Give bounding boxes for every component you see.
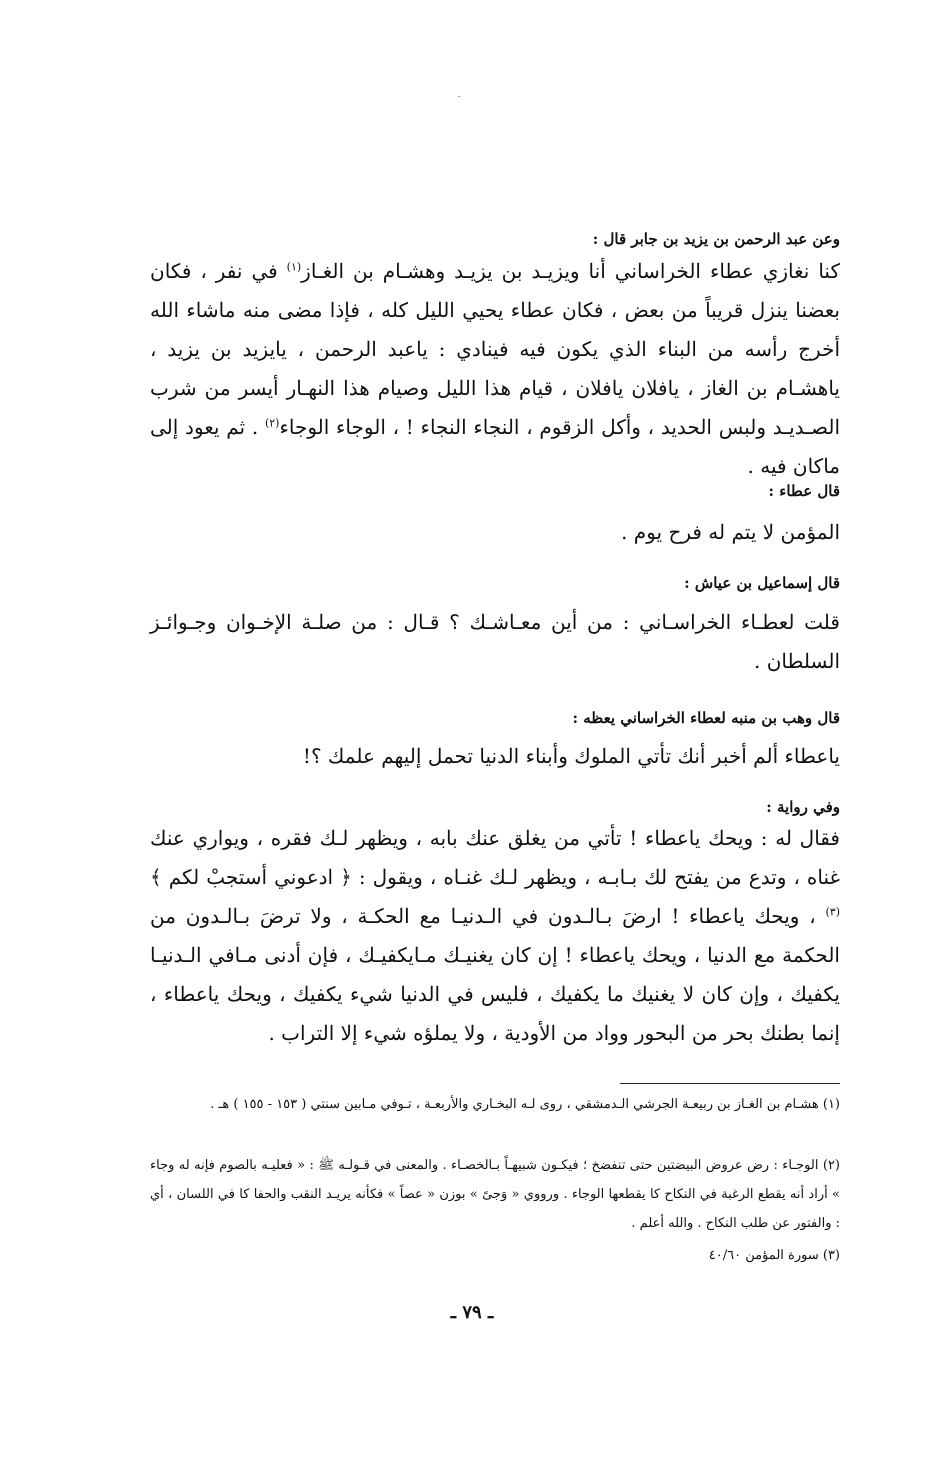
- paragraph-night-prayer: [150, 252, 840, 486]
- heading-ismail: قال إسماعيل بن عياش :: [684, 574, 840, 592]
- footnote-ref-1: (١): [286, 260, 302, 274]
- paragraph-admonition: [150, 819, 840, 1053]
- footnote-3: (٣) سورة المؤمن ٤٠/٦٠: [708, 1248, 840, 1263]
- page-number: ـ ٧٩ ـ: [450, 1302, 494, 1323]
- quote-kings: ياعطاء ألم أخبر أنك تأتي الملوك وأبناء الدنيا تحمل إليهم علمك ؟!: [302, 744, 840, 768]
- heading-wahb: قال وهب بن منبه لعطاء الخراساني يعظه :: [572, 709, 840, 727]
- paragraph-text-2: في نفر ، فكان بعضنا ينزل قريباً من بعض ، فكان عطاء يحيي الليل كله ، فإذا مضى منه ماشاء الله أخرج رأسه من البناء الذي يكون فيه فينادي : ياعبد الرحمن ، يايزيد بن يزيد ، ياهشـام بن الغاز ، يافلان يافلان ، قيام هذا الليل وصيام هذا النهـار أيسر من شرب الصـديـد ولبس الحديد ، وأكل الزقوم ، النجاء النجاء ! ، الوجاء الوجاء: [150, 259, 841, 439]
- footnote-ref-2: (٢): [264, 416, 280, 430]
- footnote-2: (٢) الوجـاء : رض عروض البيضتين حتى تنفضخ ؛ فيكـون شبيهـاً بـالخصـاء . والمعنى في قـولـه ﷺ : « فعليـه بالصوم فإنه له وجاء » أراد أنه يقطع الرغبة في النكاح كا يقطعها الوجاء . ورووي « وَجىً » بوزن « عصاً » فكأنه يريـد النقب والحفا كا في اللسان ، أي : والفتور عن طلب النكاح . والله أعلم .: [150, 1158, 840, 1231]
- heading-narration: وفي رواية :: [766, 798, 840, 816]
- paragraph-text-1: كنا نغازي عطاء الخراساني أنا ويزيـد بن يزيـد وهشـام بن الغـاز: [301, 259, 840, 283]
- quote-believer: المؤمن لا يتم له فرح يوم .: [621, 520, 840, 544]
- heading-ata: قال عطاء :: [768, 482, 840, 500]
- paragraph-livelihood: قلت لعطـاء الخراسـاني : من أين معـاشـك ؟ قـال : من صلـة الإخـوان وجـوائـز السلطان .: [150, 610, 840, 673]
- footnote-divider: [620, 1083, 840, 1084]
- paragraph-text-3: . ثم يعود إلى ماكان فيه .: [150, 415, 840, 478]
- footnote-1: (١) هشـام بن الغـاز بن ربيعـة الجرشي الـدمشقي ، روى لـه البخـاري والأربعـة ، تـوفي مـابين سنتي ( ١٥٣ - ١٥٥ ) هـ .: [210, 1097, 840, 1112]
- footnote-ref-3: (٣): [825, 905, 840, 919]
- admonition-text-1: فقال له : ويحك ياعطاء ! تأتي من يغلق عنك بابه ، ويظهر لـك فقره ، ويواري عنك غناه ، وتدع من يفتح لك بـابـه ، ويظهر لـك غنـاه ، ويقول : ﴿ ادعوني أستجبْ لكم ﴾: [150, 826, 840, 889]
- scan-speck: [458, 96, 460, 97]
- heading-abdulrahman: وعن عبد الرحمن بن يزيد بن جابر قال :: [592, 230, 840, 248]
- admonition-text-2: ، ويحك ياعطاء ! ارضَ بـالـدون في الـدنيـا مع الحكـة ، ولا ترضَ بـالـدون من الحكمة مع الدنيا ، ويحك ياعطاء ! إن كان يغنيـك مـايكفيـك ، فإن أدنى مـافي الـدنيـا يكفيك ، وإن كان لا يغنيك ما يكفيك ، فليس في الدنيا شيء يكفيك ، ويحك ياعطاء ، إنما بطنك بحر من البحور وواد من الأودية ، ولا يملؤه شيء إلا التراب .: [150, 904, 840, 1045]
